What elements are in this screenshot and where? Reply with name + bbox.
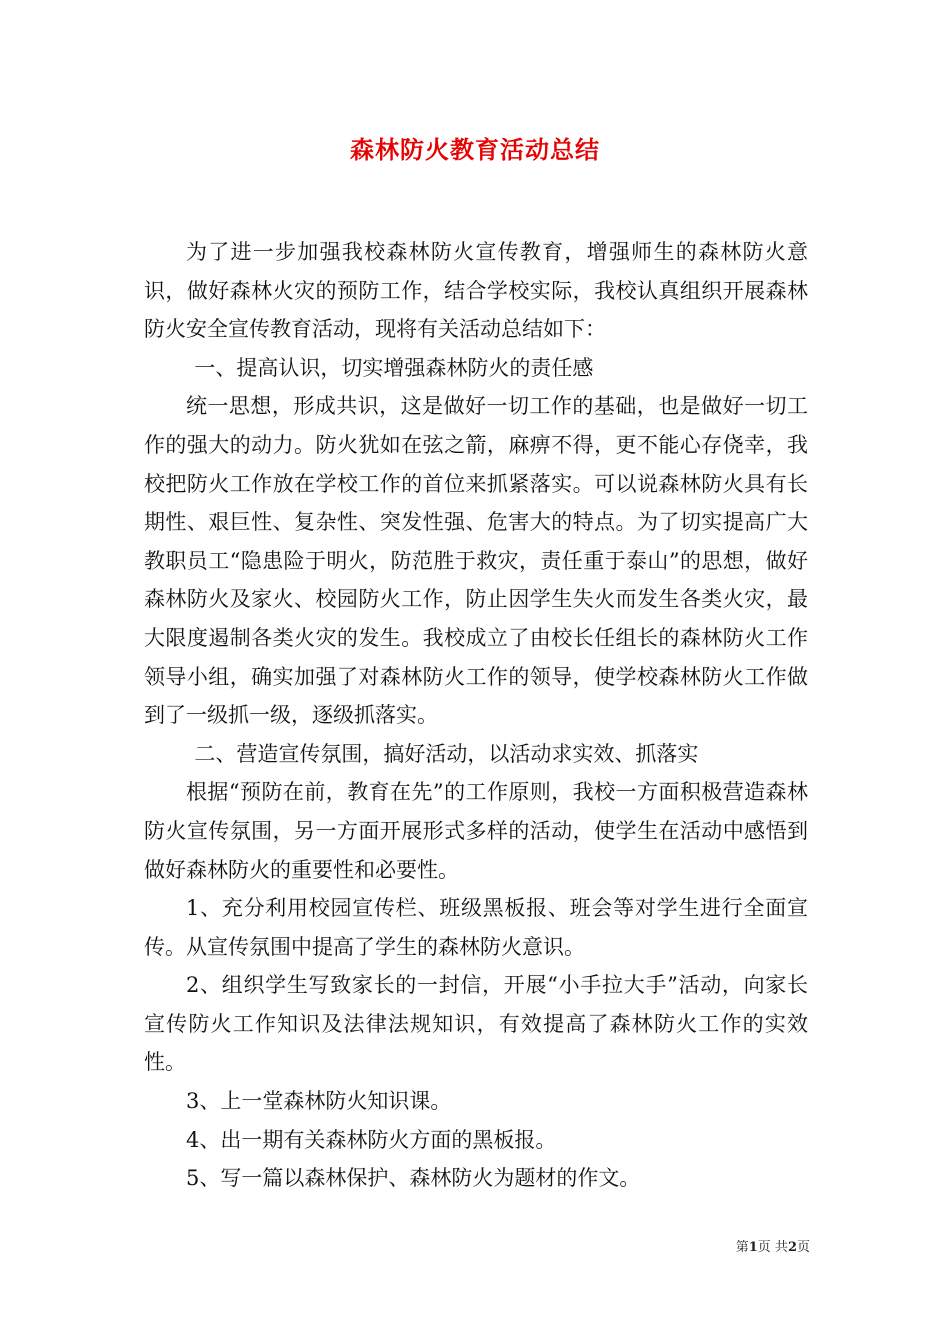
section-1-paragraph: 统一思想，形成共识，这是做好一切工作的基础，也是做好一切工作的强大的动力。防火犹如在弦之箭，麻痹不得，更不能心存侥幸，我校把防火工作放在学校工作的首位来抓紧落实。可以说森林防火具有长期性、艰巨性、复杂性、突发性强、危害大的特点。为了切实提高广大教职员工“隐患险于明火，防范胜于救灾，责任重于泰山”的思想，做好森林防火及家火、校园防火工作，防止因学生失火而发生各类火灾，最大限度遏制各类火灾的发生。我校成立了由校长任组长的森林防火工作领导小组，确实加强了对森林防火工作的领导，使学校森林防火工作做到了一级抓一级，逐级抓落实。 <box>144 394 808 728</box>
section-heading-2: 二、营造宣传氛围，搞好活动，以活动求实效、抓落实 <box>194 741 699 766</box>
page-number <box>736 1238 810 1258</box>
page-number-current: 1 <box>748 1240 758 1255</box>
list-item-3: 3、上一堂森林防火知识课。 <box>186 1089 452 1114</box>
page-number-suffix: 页 <box>796 1240 810 1255</box>
list-item-5: 5、写一篇以森林保护、森林防火为题材的作文。 <box>186 1166 641 1191</box>
page-number-total: 2 <box>787 1240 797 1255</box>
section-heading-1: 一、提高认识，切实增强森林防火的责任感 <box>194 355 594 380</box>
intro-paragraph: 为了进一步加强我校森林防火宣传教育，增强师生的森林防火意识，做好森林火灾的预防工作，结合学校实际，我校认真组织开展森林防火安全宣传教育活动，现将有关活动总结如下： <box>144 240 808 342</box>
document-body <box>144 233 808 1198</box>
page-number-prefix: 第 <box>735 1240 749 1255</box>
list-item-4: 4、出一期有关森林防火方面的黑板报。 <box>186 1127 557 1152</box>
page-number-middle: 页 共 <box>757 1240 788 1255</box>
section-2-paragraph: 根据“预防在前，教育在先”的工作原则，我校一方面积极营造森林防火宣传氛围，另一方面开展形式多样的活动，使学生在活动中感悟到做好森林防火的重要性和必要性。 <box>144 780 808 882</box>
list-item-2: 2、组织学生写致家长的一封信，开展“小手拉大手”活动，向家长宣传防火工作知识及法律法规知识，有效提高了森林防火工作的实效性。 <box>144 973 808 1075</box>
page-title: 森林防火教育活动总结 <box>350 135 600 164</box>
list-item-1: 1、充分利用校园宣传栏、班级黑板报、班会等对学生进行全面宣传。从宣传氛围中提高了学生的森林防火意识。 <box>144 896 808 959</box>
